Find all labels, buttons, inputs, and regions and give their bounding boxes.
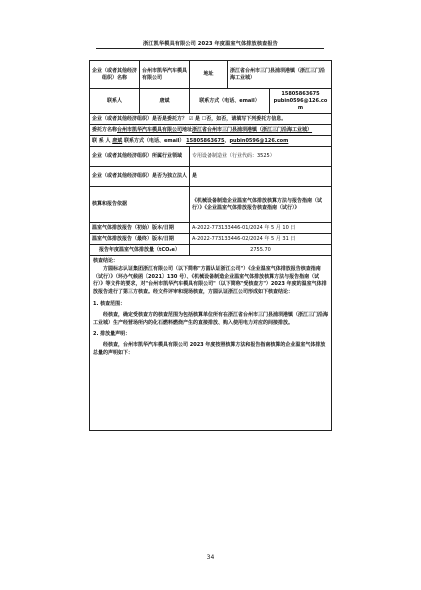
industry-row xyxy=(90,147,332,167)
contact-label: 联系人 xyxy=(90,89,140,114)
industry-value: 专用设备制造业（行业代码：3525） xyxy=(190,147,332,167)
phone-value: 15805863675 xyxy=(281,90,320,97)
legal-person-value: 是 xyxy=(190,167,332,187)
contact-row xyxy=(90,89,332,114)
legal-person-row xyxy=(90,167,332,187)
commissioner-question-row xyxy=(90,114,332,125)
basis-value: 《机械设备制造企业温室气体排放核算方法与报告指南（试行）》《企业温室气体排放报告核查指南（试行）》 xyxy=(190,187,332,223)
emission-total-row xyxy=(90,245,332,256)
scope-title: 1. 核查范围： xyxy=(93,300,126,307)
phone-label: 联系方式（电话、email） xyxy=(190,89,270,114)
conclusion-intro: 方圆标志认证集团浙江有限公司（以下简称"方圆认证浙江公司"）《企业温室气体排放报告核查指南（试行）》（环办气候函〔2021〕130 号）、《机械设备制造企业温室气体排放核算方法与报告指南（试行）》等文件的要求，对"台州市凯华汽车模具有限公司"（以下简称"受核查方"）2023 年度的温室气体排放报告进行了第三方核查。经文件评审和现场核查，方圆认证浙江公司形成如下核查结论： xyxy=(93,265,327,296)
emission-total-value: 2755.70 xyxy=(190,245,332,256)
initial-version-row xyxy=(90,223,332,234)
commissioner-sep: 、 xyxy=(224,137,230,144)
address-value: 浙江省台州市三门县浦坝港镇（浙江三门沿海工业城） xyxy=(228,61,332,89)
final-version-value: A-2022-773133446-02/2024 年 5 月 31 日 xyxy=(190,234,332,245)
verification-table xyxy=(89,60,332,431)
initial-version-value: A-2022-773133446-01/2024 年 5 月 10 日 xyxy=(190,223,332,234)
commissioner-name-prefix: 委托方名称 xyxy=(92,126,118,133)
commissioner-contact-row xyxy=(90,136,332,147)
legal-person-label: 企业（或者其他经济组织）是否为独立法人 xyxy=(90,167,190,187)
conclusion-row xyxy=(90,256,332,431)
commissioner-address: 浙江省台州市三门县浦坝港镇（浙江三门沿海工业城） xyxy=(192,126,313,133)
commissioner-email: pubin0596@126.com xyxy=(229,137,289,144)
company-row xyxy=(90,61,332,89)
scope-text: 经核查，确定受核查方的核查范围为包括核算单位所有在浙江省台州市三门县浦坝港镇（浙江三门沿海工业城）生产经营场所内的化石燃料燃烧产生的直接排放、购入使用电力对应的间接排放。 xyxy=(93,311,329,326)
emission-statement-title: 2. 排放量声明： xyxy=(93,331,131,338)
conclusion-title: 核查结论： xyxy=(93,258,119,264)
contact-name: 唐斌 xyxy=(140,89,190,114)
address-label: 地址 xyxy=(190,61,228,89)
final-version-label: 温室气体排放报告（最终）版本/日期 xyxy=(90,234,190,245)
initial-version-label: 温室气体排放报告（初始）版本/日期 xyxy=(90,223,190,234)
basis-label: 核算和报告依据 xyxy=(90,187,190,223)
company-name-label: 企业（或者其他经济组织）名称 xyxy=(90,61,140,89)
header-rule xyxy=(96,48,324,49)
email-value: pubin0596@126.com xyxy=(273,97,328,111)
commissioner-name: 台州市凯华汽车模具有限公司 xyxy=(117,126,183,133)
commissioner-phone-prefix: 联系方式（电话、email） xyxy=(124,137,185,144)
company-name-value: 台州市凯华汽车模具有限公司 xyxy=(140,61,190,89)
page-number: 34 xyxy=(206,554,215,561)
commissioner-info-row xyxy=(90,125,332,136)
commissioner-phone: 15805863675 xyxy=(186,137,225,144)
commissioner-question: 企业（或者其他经济组织）是否是委托方？ ☑ 是 ☐否，如否，请填写下列委托方信息。 xyxy=(90,114,332,125)
emission-statement-text: 经核查，台州市凯华汽车模具有限公司 2023 年度按照核算方法和报告指南核算的企业温室气体排放总量的声明如下： xyxy=(93,342,326,356)
commissioner-contact xyxy=(90,136,332,147)
conclusion-cell xyxy=(90,256,332,431)
page-header-title: 浙江凯华模具有限公司 2023 年度温室气体排放核查报告 xyxy=(143,41,278,47)
commissioner-contact-prefix: 联 系 人 xyxy=(92,137,111,144)
phone-email-cell xyxy=(270,89,332,114)
final-version-row xyxy=(90,234,332,245)
industry-label: 企业（或者其他经济组织）所属行业领域 xyxy=(90,147,190,167)
emission-total-label: 报告年度温室气体排放量（tCO₂e） xyxy=(90,245,190,256)
commissioner-contact-name: 唐斌 xyxy=(112,137,123,144)
commissioner-info xyxy=(90,125,332,136)
commissioner-address-prefix: 地址 xyxy=(182,126,193,133)
basis-row xyxy=(90,187,332,223)
